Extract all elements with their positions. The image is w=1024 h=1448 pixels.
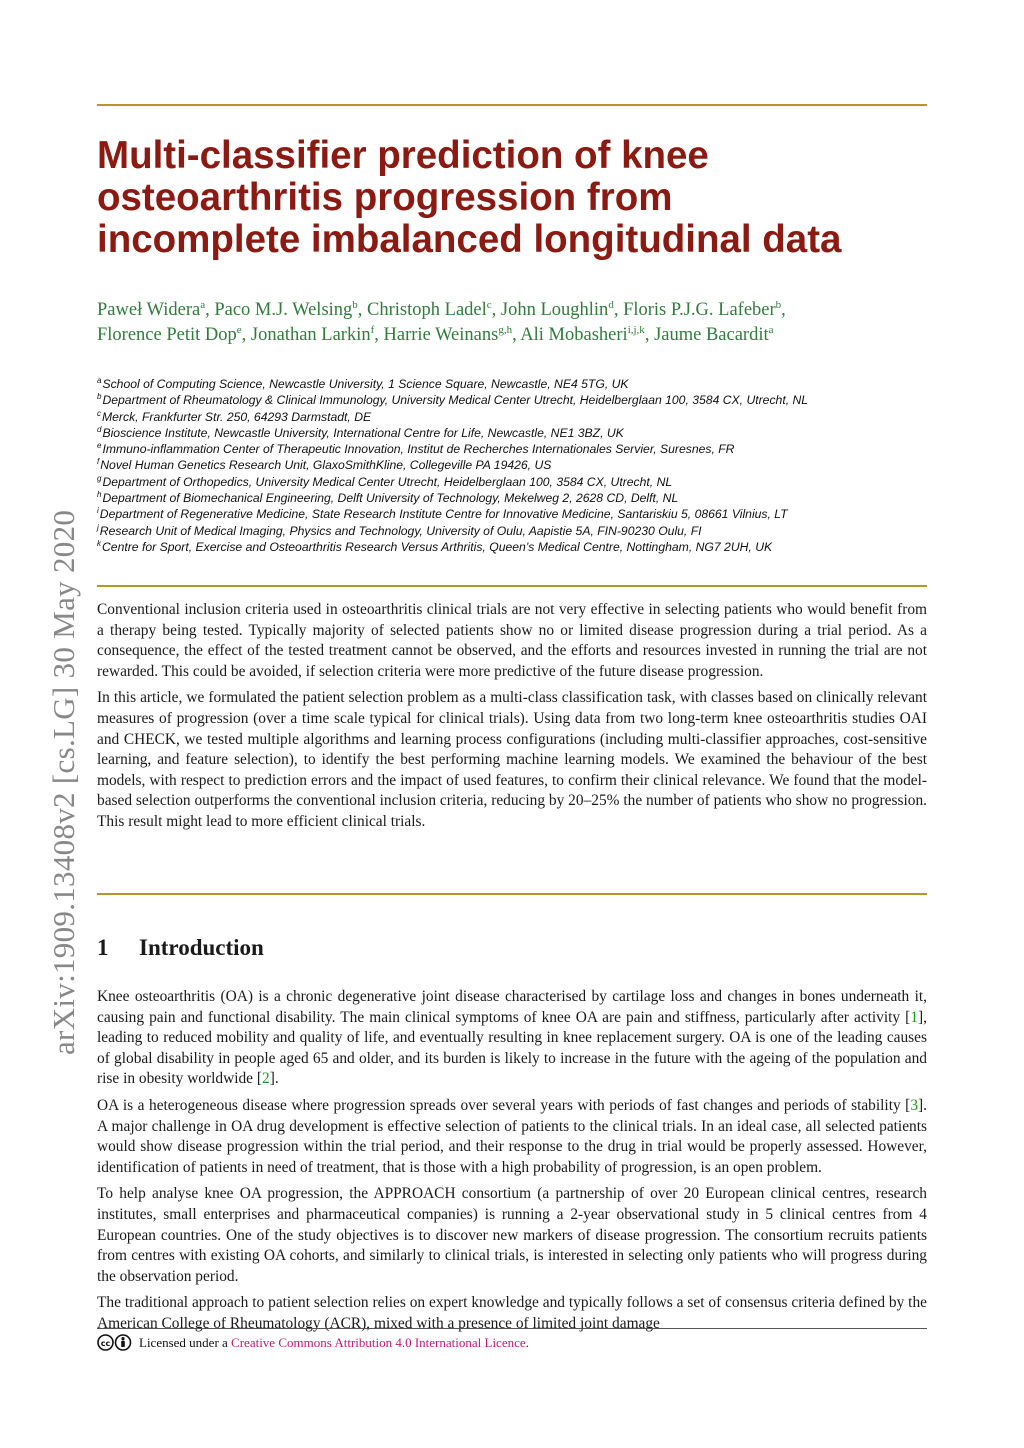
text-run: ]. [269, 1070, 279, 1088]
affiliation-text: Research Unit of Medical Imaging, Physics and Technology, University of Oulu, Aapistie 5A, FIN-90230 Oulu, FI [99, 523, 702, 538]
author-affiliation-mark: a [768, 324, 774, 336]
abstract-paragraph: Conventional inclusion criteria used in osteoarthritis clinical trials are not very effective in selecting patients who would benefit from a therapy being tested. Typically majority of selected patients show no or limited disease progression during a trial period. As a consequence, the effect of the tested treatment cannot be observed, and the efforts and resources invested in running the trial are not rewarded. This could be avoided, if selection criteria were more predictive of the future disease progression. [97, 601, 927, 680]
affiliation-mark: e [97, 441, 102, 451]
footer-rule [97, 1328, 927, 1329]
author-list [97, 298, 937, 348]
section-title: Introduction [139, 935, 264, 960]
affiliation-text: School of Computing Science, Newcastle University, 1 Science Square, Newcastle, NE4 5TG, UK [102, 377, 629, 391]
affiliation-mark: a [97, 376, 102, 385]
intro-paragraph [97, 1096, 927, 1178]
affiliation-mark: f [97, 457, 100, 467]
affiliation-mark: d [97, 424, 102, 434]
author-name: Paco M.J. Welsing [214, 300, 353, 320]
affiliation-text: Merck, Frankfurter Str. 250, 64293 Darmstadt, DE [102, 409, 372, 424]
affiliation-text: Department of Regenerative Medicine, State Research Institute Centre for Innovative Medicine, Santariskiu 5, 08661 Vilnius, LT [99, 507, 788, 522]
affiliation [97, 376, 927, 392]
affiliation [97, 392, 927, 408]
license-footer [97, 1334, 529, 1351]
citation-link[interactable]: 3 [910, 1096, 919, 1114]
intro-paragraph: The traditional approach to patient selection relies on expert knowledge and typically follows a set of consensus criteria defined by the American College of Rheumatology (ACR), mixed with a presence of limited joint damage [97, 1294, 927, 1332]
affiliation-text: Department of Biomechanical Engineering, Delft University of Technology, Mekelweg 2, 2628 CD, Delft, NL [102, 491, 679, 506]
license-suffix: . [525, 1335, 529, 1350]
author-name: Jonathan Larkin [250, 325, 371, 345]
affiliation [97, 457, 927, 473]
author-affiliation-mark: e [236, 324, 242, 336]
affiliation [97, 506, 927, 522]
affiliation [97, 409, 927, 425]
title-line: Multi-classifier prediction of knee [97, 134, 709, 177]
abstract [97, 600, 927, 839]
affiliation-mark: h [97, 490, 102, 500]
author-name: Florence Petit Dop [97, 325, 237, 345]
section-number: 1 [97, 935, 109, 960]
svg-text:cc: cc [100, 1339, 111, 1348]
affiliation [97, 523, 927, 539]
author-line: Paweł Widera$^a$, Paco M.J. Welsing$^b$, Christoph Ladel$^c$, John Loughlin$^d$, Floris P.J.G. Lafeber$^b$, [97, 299, 786, 320]
affiliation-mark: j [97, 522, 99, 532]
affiliation [97, 539, 927, 555]
author-affiliation-mark: c [486, 299, 492, 311]
abstract-paragraph: In this article, we formulated the patient selection problem as a multi-class classification task, with classes based on clinically relevant measures of progression (over a time scale typical for clinical trials). Using data from two long-term knee osteoarthritis studies OAI and CHECK, we tested multiple algorithms and learning process configurations (including multi-classifier approaches, cost-sensitive learning, and feature selection), to identify the best performing machine learning models. We examined the behaviour of the best models, with respect to prediction errors and the impact of used features, to confirm their clinical relevance. We found that the model-based selection outperforms the conventional inclusion criteria, reducing by 20–25% the number of patients who show no progression. This result might lead to more efficient clinical trials. [97, 689, 927, 830]
affiliation-mark: g [97, 473, 102, 483]
author-name: Harrie Weinans [383, 325, 499, 345]
author-name: Paweł Widera [97, 300, 201, 320]
author-affiliation-mark: a [200, 299, 206, 311]
affiliation-list [97, 376, 927, 555]
affiliation-mark: k [97, 538, 101, 548]
title-line: osteoarthritis progression from [97, 176, 673, 219]
author-affiliation-mark: d [608, 299, 614, 311]
license-prefix: Licensed under a [139, 1335, 232, 1350]
author-name: Jaume Bacardit [654, 325, 769, 345]
arxiv-identifier: arXiv:1909.13408v2 [cs.LG] 30 May 2020 [46, 509, 81, 1055]
text-run: ]. A major challenge in OA drug development is effective selection of patients to the clinical trials. In an ideal case, all selected patients would show disease progression within the trial period, and their response to the drug in trial would be properly assessed. However, identification of patients in need of treatment, that is those with a high probability of progression, is an open problem. [97, 1096, 927, 1176]
author-affiliation-mark: f [370, 324, 375, 336]
creative-commons-icon [97, 1334, 133, 1351]
abstract-top-rule [97, 585, 927, 587]
text-run: ], leading to reduced mobility and quality of life, and eventually resulting in knee replacement surgery. OA is one of the leading causes of global disability in people aged 65 and older, and its burden is likely to increase in the future with the ageing of the population and rise in obesity worldwide [ [97, 1008, 927, 1088]
affiliation-mark: b [97, 392, 102, 402]
affiliation-text: Centre for Sport, Exercise and Osteoarthritis Research Versus Arthritis, Queen’s Medical Centre, Nottingham, NG7 2UH, UK [102, 539, 773, 554]
introduction-body [97, 987, 927, 1341]
author-affiliation-mark: i,j,k [627, 324, 645, 336]
affiliation [97, 425, 927, 441]
intro-paragraph: To help analyse knee OA progression, the APPROACH consortium (a partnership of over 20 European clinical centres, research institutes, small enterprises and pharmaceutical companies) is running a 2-year observational study in 5 clinical centres from 4 European countries. One of the study objectives is to discover new markers of disease progression. The consortium recruits patients from centres with existing OA cohorts, and similarly to clinical trials, is interested in selecting only patients who will progress during the observation period. [97, 1185, 927, 1285]
section-heading [97, 935, 264, 961]
affiliation-text: Department of Rheumatology & Clinical Immunology, University Medical Center Utrecht, Heidelberglaan 100, 3584 CX, Utrecht, NL [102, 393, 809, 408]
author-affiliation-mark: g,h [498, 324, 513, 336]
affiliation-text: Immuno-inflammation Center of Therapeutic Innovation, Institut de Recherches Internationales Servier, Suresnes, FR [102, 442, 735, 457]
author-affiliation-mark: b [775, 299, 782, 311]
affiliation [97, 441, 927, 457]
title-line: incomplete imbalanced longitudinal data [97, 218, 842, 261]
author-name: Christoph Ladel [367, 300, 487, 320]
abstract-bottom-rule [97, 893, 927, 895]
author-line: Florence Petit Dop$^e$, Jonathan Larkin$^f$, Harrie Weinans$^{g,h}$, Ali Mobasheri$^{i,j,k}$, Jaume Bacardit$^a$ [97, 324, 774, 345]
paper-title [97, 135, 927, 261]
citation-link[interactable]: 2 [262, 1070, 270, 1088]
author-name: Ali Mobasheri [520, 325, 628, 345]
author-affiliation-mark: b [352, 299, 358, 311]
affiliation-text: Novel Human Genetics Research Unit, GlaxoSmithKline, Collegeville PA 19426, US [100, 458, 552, 473]
license-link[interactable]: Creative Commons Attribution 4.0 International Licence [231, 1335, 526, 1350]
author-name: John Loughlin [500, 300, 609, 320]
affiliation [97, 474, 927, 490]
top-rule [97, 104, 927, 106]
author-name: Floris P.J.G. Lafeber [623, 300, 776, 320]
affiliation-text: Bioscience Institute, Newcastle University, International Centre for Life, Newcastle, NE1 3BZ, UK [102, 425, 624, 440]
intro-paragraph [97, 987, 927, 1090]
affiliation-text: Department of Orthopedics, University Medical Center Utrecht, Heidelberglaan 100, 3584 CX, Utrecht, NL [102, 474, 673, 489]
affiliation-mark: i [97, 506, 99, 516]
citation-link[interactable]: 1 [910, 1008, 919, 1026]
text-run: Knee osteoarthritis (OA) is a chronic degenerative joint disease characterised by cartilage loss and changes in bones underneath it, causing pain and functional disability. The main clinical symptoms of knee OA are pain and stiffness, particularly after activity [ [97, 988, 927, 1026]
text-run: OA is a heterogeneous disease where progression spreads over several years with periods of fast changes and periods of stability [ [97, 1096, 911, 1114]
affiliation-mark: c [97, 408, 101, 418]
affiliation [97, 490, 927, 506]
